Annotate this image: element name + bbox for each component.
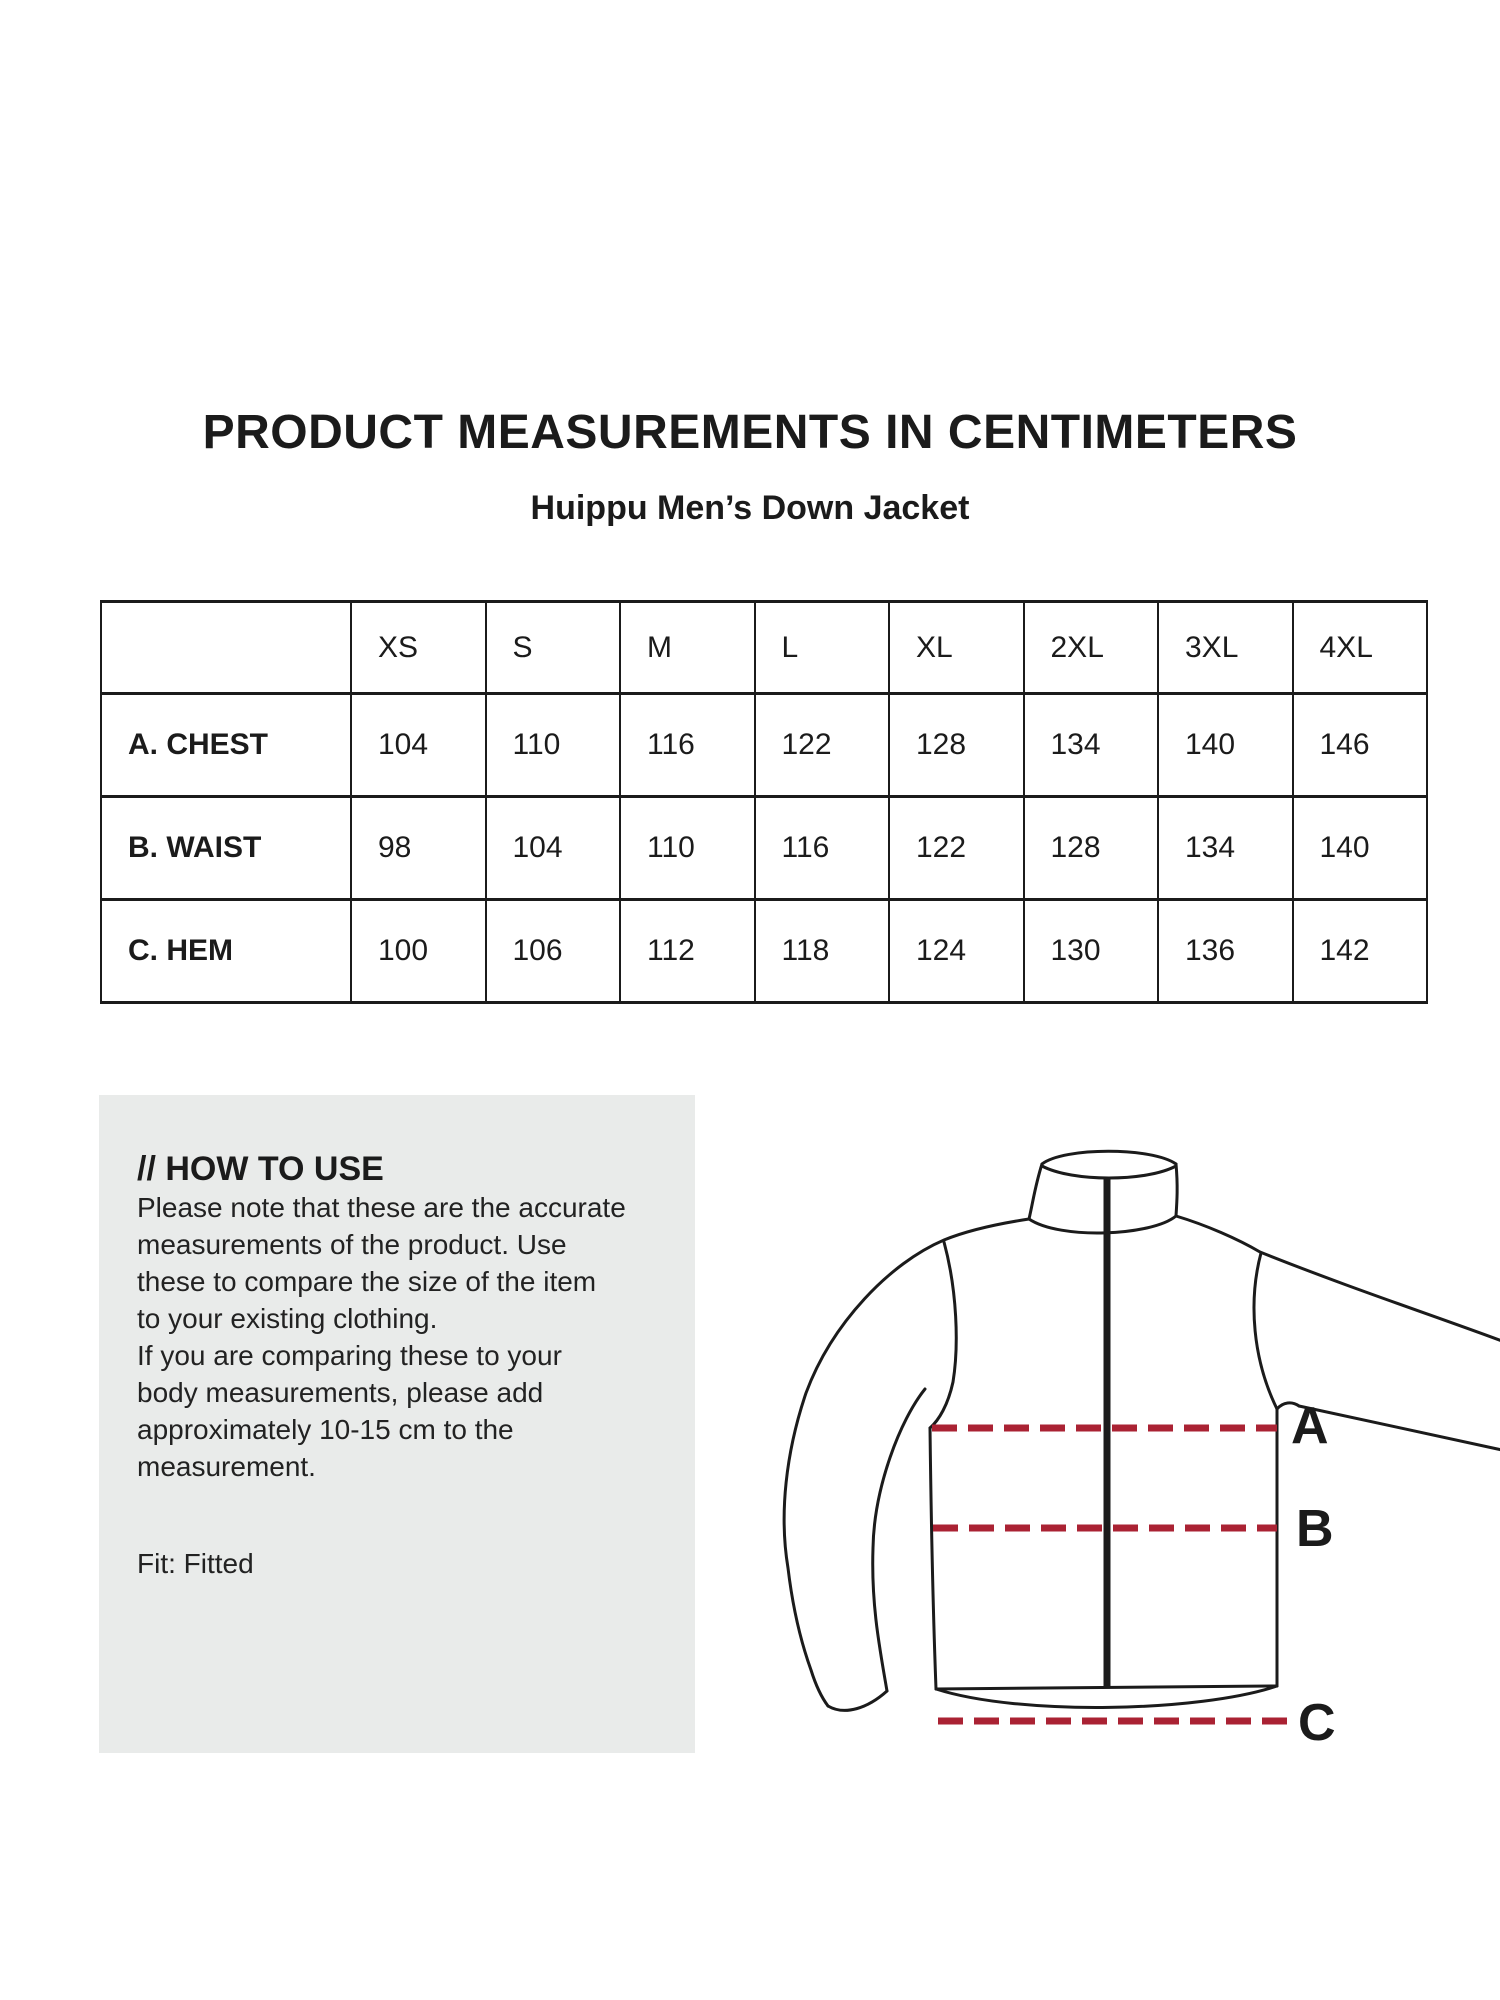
- page-title: PRODUCT MEASUREMENTS IN CENTIMETERS: [202, 406, 1298, 459]
- table-row-waist: [101, 797, 1427, 900]
- hem-value-2xl: 130: [1024, 900, 1159, 1003]
- size-col-header-xs: XS: [351, 602, 486, 694]
- waist-value-s: 104: [486, 797, 621, 900]
- how-to-use-paragraph-2: If you are comparing these to your body measurements, please add approximately 10-15 cm to the measurement.: [137, 1340, 562, 1482]
- fit-note: Fit: Fitted: [137, 1548, 254, 1579]
- collar-right-side: [1176, 1164, 1177, 1216]
- row-label-waist: B. WAIST: [101, 797, 351, 900]
- size-col-header-m: M: [620, 602, 755, 694]
- jacket-measurement-diagram: [740, 1090, 1500, 1970]
- collar-front-dip: [1042, 1166, 1176, 1178]
- row-label-chest: A. CHEST: [101, 694, 351, 797]
- hem-value-l: 118: [755, 900, 890, 1003]
- collar-left-side: [1029, 1164, 1042, 1219]
- hem-value-4xl: 142: [1293, 900, 1428, 1003]
- hem-value-xl: 124: [889, 900, 1024, 1003]
- chest-value-4xl: 146: [1293, 694, 1428, 797]
- left-sleeve-inner: [873, 1389, 925, 1691]
- waist-value-l: 116: [755, 797, 890, 900]
- waist-value-xl: 122: [889, 797, 1024, 900]
- size-col-header-l: L: [755, 602, 890, 694]
- left-armhole: [930, 1242, 956, 1428]
- waist-label: B: [1296, 1500, 1334, 1558]
- body-left-edge: [930, 1428, 936, 1689]
- jacket-outline: [784, 1151, 1500, 1710]
- chest-value-m: 116: [620, 694, 755, 797]
- left-sleeve-outer: [784, 1219, 1029, 1706]
- collar-back-rim: [1042, 1151, 1176, 1164]
- chest-value-3xl: 140: [1158, 694, 1293, 797]
- waist-value-3xl: 134: [1158, 797, 1293, 900]
- waist-value-xs: 98: [351, 797, 486, 900]
- hem-value-s: 106: [486, 900, 621, 1003]
- hem-label: C: [1298, 1694, 1336, 1752]
- measurement-labels: [1291, 1397, 1336, 1752]
- right-sleeve-top: [1176, 1216, 1500, 1341]
- size-col-header-xl: XL: [889, 602, 1024, 694]
- hem-value-3xl: 136: [1158, 900, 1293, 1003]
- neckline: [1029, 1216, 1176, 1233]
- size-col-header-2xl: 2XL: [1024, 602, 1159, 694]
- chest-value-2xl: 134: [1024, 694, 1159, 797]
- how-to-use-panel: [99, 1095, 695, 1753]
- left-cuff: [828, 1691, 887, 1710]
- hem-value-m: 112: [620, 900, 755, 1003]
- waist-value-4xl: 140: [1293, 797, 1428, 900]
- size-table-header-row: [101, 602, 1427, 694]
- chest-value-s: 110: [486, 694, 621, 797]
- table-row-chest: [101, 694, 1427, 797]
- chest-value-l: 122: [755, 694, 890, 797]
- size-col-header-3xl: 3XL: [1158, 602, 1293, 694]
- table-row-hem: [101, 900, 1427, 1003]
- waist-value-m: 110: [620, 797, 755, 900]
- chest-label: A: [1291, 1397, 1329, 1455]
- row-label-hem: C. HEM: [101, 900, 351, 1003]
- hem-value-xs: 100: [351, 900, 486, 1003]
- size-col-header-s: S: [486, 602, 621, 694]
- size-col-header-4xl: 4XL: [1293, 602, 1428, 694]
- size-table-container: [100, 600, 1426, 1004]
- size-table: [100, 600, 1428, 1004]
- product-name-subtitle: Huippu Men’s Down Jacket: [530, 489, 970, 527]
- right-sleeve-bottom: [1299, 1406, 1500, 1450]
- right-armhole: [1254, 1253, 1277, 1409]
- corner-cell: [101, 602, 351, 694]
- waist-value-2xl: 128: [1024, 797, 1159, 900]
- chest-value-xl: 128: [889, 694, 1024, 797]
- how-to-use-heading: // HOW TO USE: [137, 1150, 384, 1188]
- chest-value-xs: 104: [351, 694, 486, 797]
- how-to-use-paragraph-1: Please note that these are the accurate measurements of the product. Use these to compare the size of the item to your existing clothing.: [137, 1192, 626, 1334]
